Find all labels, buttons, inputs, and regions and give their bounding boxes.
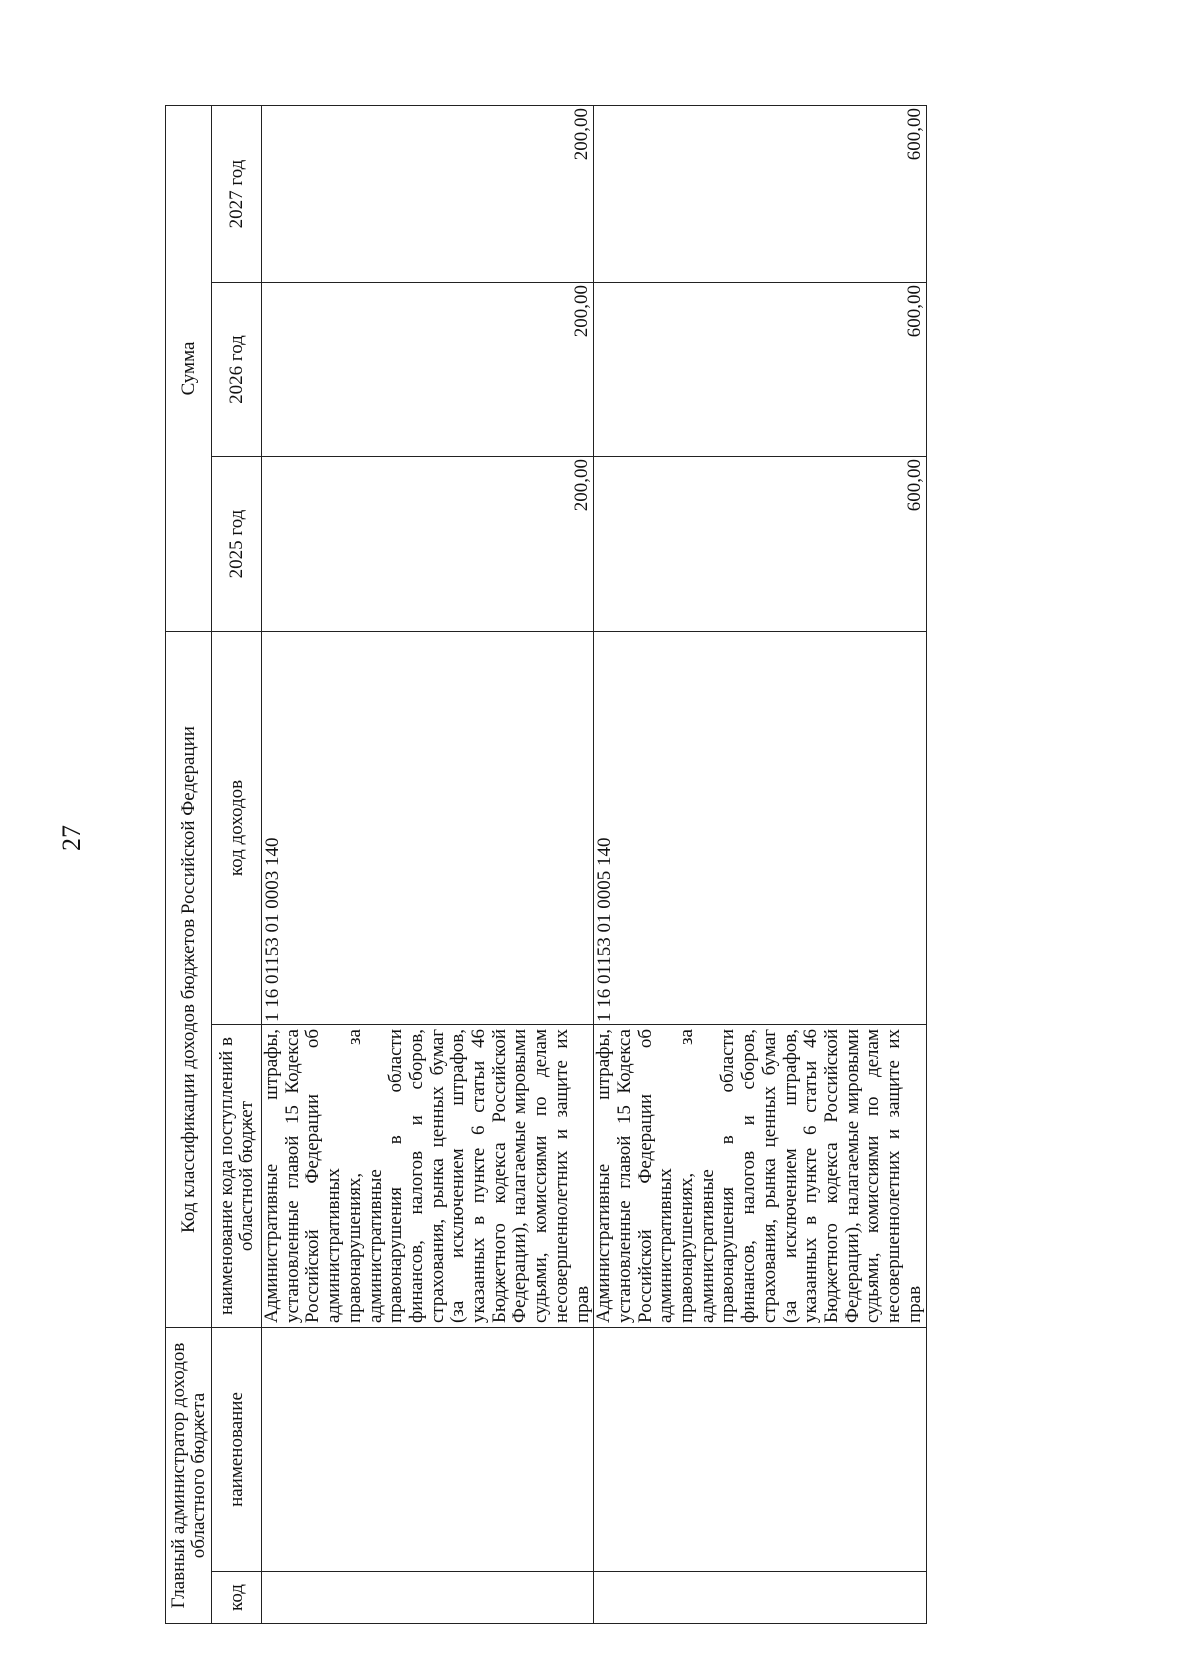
cell-2027: 600,00 [594,105,926,282]
cell-admin-code [594,1572,926,1624]
header-col-income-code: код доходов [212,632,262,1025]
cell-description: Административные штрафы, установленные главой 15 Кодекса Российской Федерации об административных правонарушениях, за административные правонарушения в области финансов, налогов и сборов, страхования, рынка ценных бумаг (за исключением штрафов, указанных в пункте 6 статьи 46 Бюджетного кодекса Российской Федерации), налагаемые мировыми судьями, комиссиями по делам несовершеннолетних и защите их прав [262,1025,594,1328]
revenue-table [165,105,927,1624]
page-number: 27 [57,825,86,851]
header-col-name: наименование [212,1328,262,1572]
cell-2025: 600,00 [594,457,926,632]
cell-2026: 200,00 [262,283,594,457]
cell-2027: 200,00 [262,105,594,282]
cell-admin-code [262,1572,594,1624]
table-row [262,105,594,1623]
cell-admin-name [262,1328,594,1572]
header-col-2026: 2026 год [212,283,262,457]
header-admin-group: Главный администратор доходов областного бюджета [166,1328,212,1624]
header-col-income-code-name: наименование кода поступлений в областной бюджет [212,1025,262,1328]
cell-2026: 600,00 [594,283,926,457]
header-sum-group: Сумма [166,105,212,631]
rotated-table-container [165,106,925,1624]
cell-admin-name [594,1328,926,1572]
header-col-code: код [212,1572,262,1624]
header-code-group: Код классификации доходов бюджетов Российской Федерации [166,632,212,1328]
cell-2025: 200,00 [262,457,594,632]
header-col-2027: 2027 год [212,105,262,282]
cell-income-code: 1 16 01153 01 0003 140 [262,632,594,1025]
header-col-2025: 2025 год [212,457,262,632]
cell-description: Административные штрафы, установленные главой 15 Кодекса Российской Федерации об административных правонарушениях, за административные правонарушения в области финансов, налогов и сборов, страхования, рынка ценных бумаг (за исключением штрафов, указанных в пункте 6 статьи 46 Бюджетного кодекса Российской Федерации), налагаемые мировыми судьями, комиссиями по делам несовершеннолетних и защите их прав [594,1025,926,1328]
cell-income-code: 1 16 01153 01 0005 140 [594,632,926,1025]
table-row [594,105,926,1623]
